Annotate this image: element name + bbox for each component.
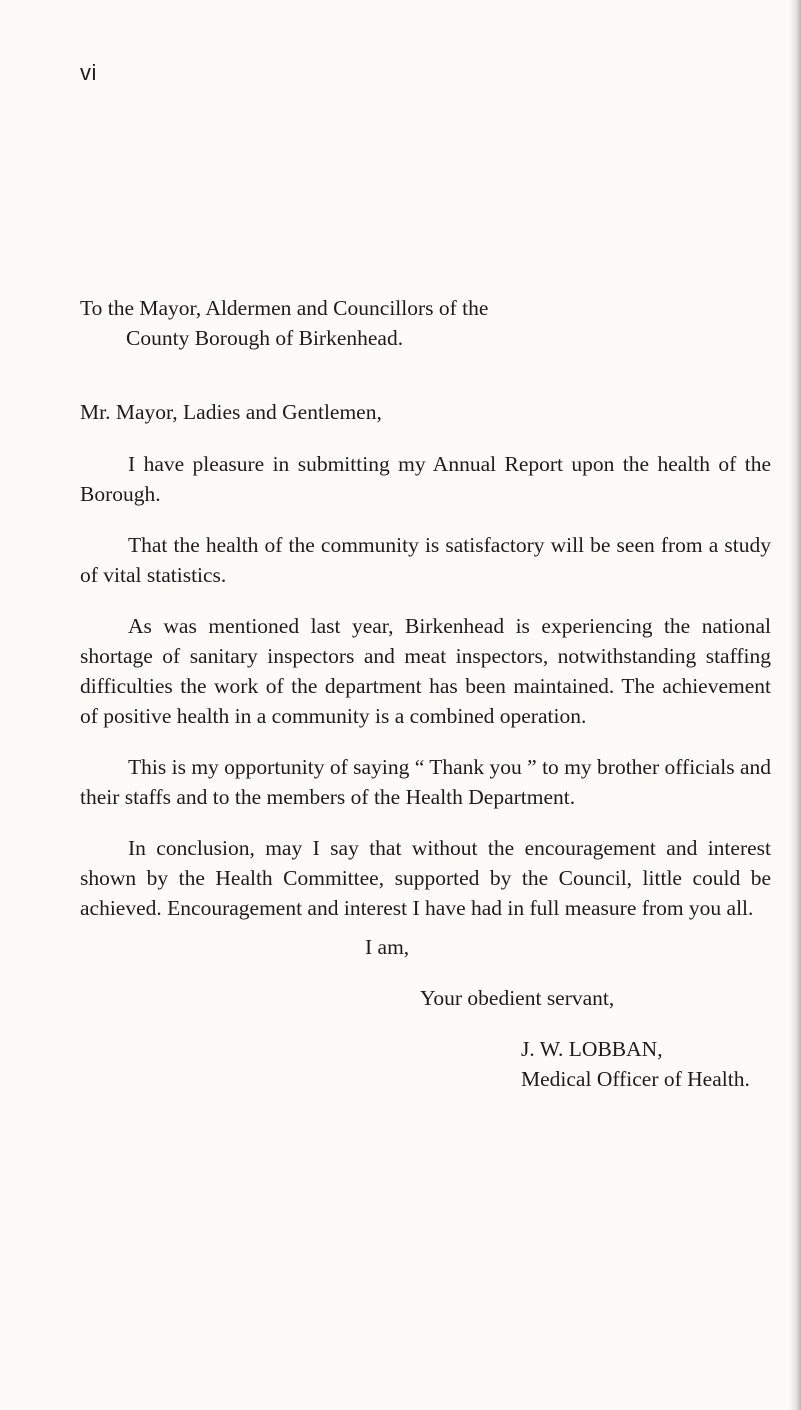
paragraph-submission: I have pleasure in submitting my Annual Report upon the health of the Borough.	[80, 452, 771, 506]
paragraph-thanks: This is my opportunity of saying “ Thank you ” to my brother officials and their staffs and to the members of the Health Department.	[80, 755, 771, 809]
paragraph-health-status: That the health of the community is satisfactory will be seen from a study of vital statistics.	[80, 533, 771, 587]
signatory-title: Medical Officer of Health.	[521, 1067, 750, 1091]
address-line-2: County Borough of Birkenhead.	[126, 326, 404, 350]
letter-closing	[80, 932, 771, 1094]
closing-obedient-servant: Your obedient servant,	[420, 986, 615, 1010]
page-number: vi	[80, 60, 97, 85]
signatory-name: J. W. LOBBAN,	[521, 1037, 663, 1061]
address-line-1: To the Mayor, Aldermen and Councillors of the	[80, 296, 489, 320]
paragraph-staffing: As was mentioned last year, Birkenhead is experiencing the national shortage of sanitary inspectors and meat inspectors, notwithstanding staffing difficulties the work of the department has been maintained. The achievement of positive health in a community is a combined operation.	[80, 614, 771, 728]
paragraph-conclusion: In conclusion, may I say that without the encouragement and interest shown by the Health Committee, supported by the Council, little could be achieved. Encouragement and interest I have had in full measure from you all.	[80, 836, 771, 920]
letter-address	[80, 293, 771, 353]
letter-body	[80, 293, 771, 1094]
closing-i-am: I am,	[365, 935, 410, 959]
page-edge-shadow	[789, 0, 801, 1410]
salutation: Mr. Mayor, Ladies and Gentlemen,	[80, 400, 382, 424]
